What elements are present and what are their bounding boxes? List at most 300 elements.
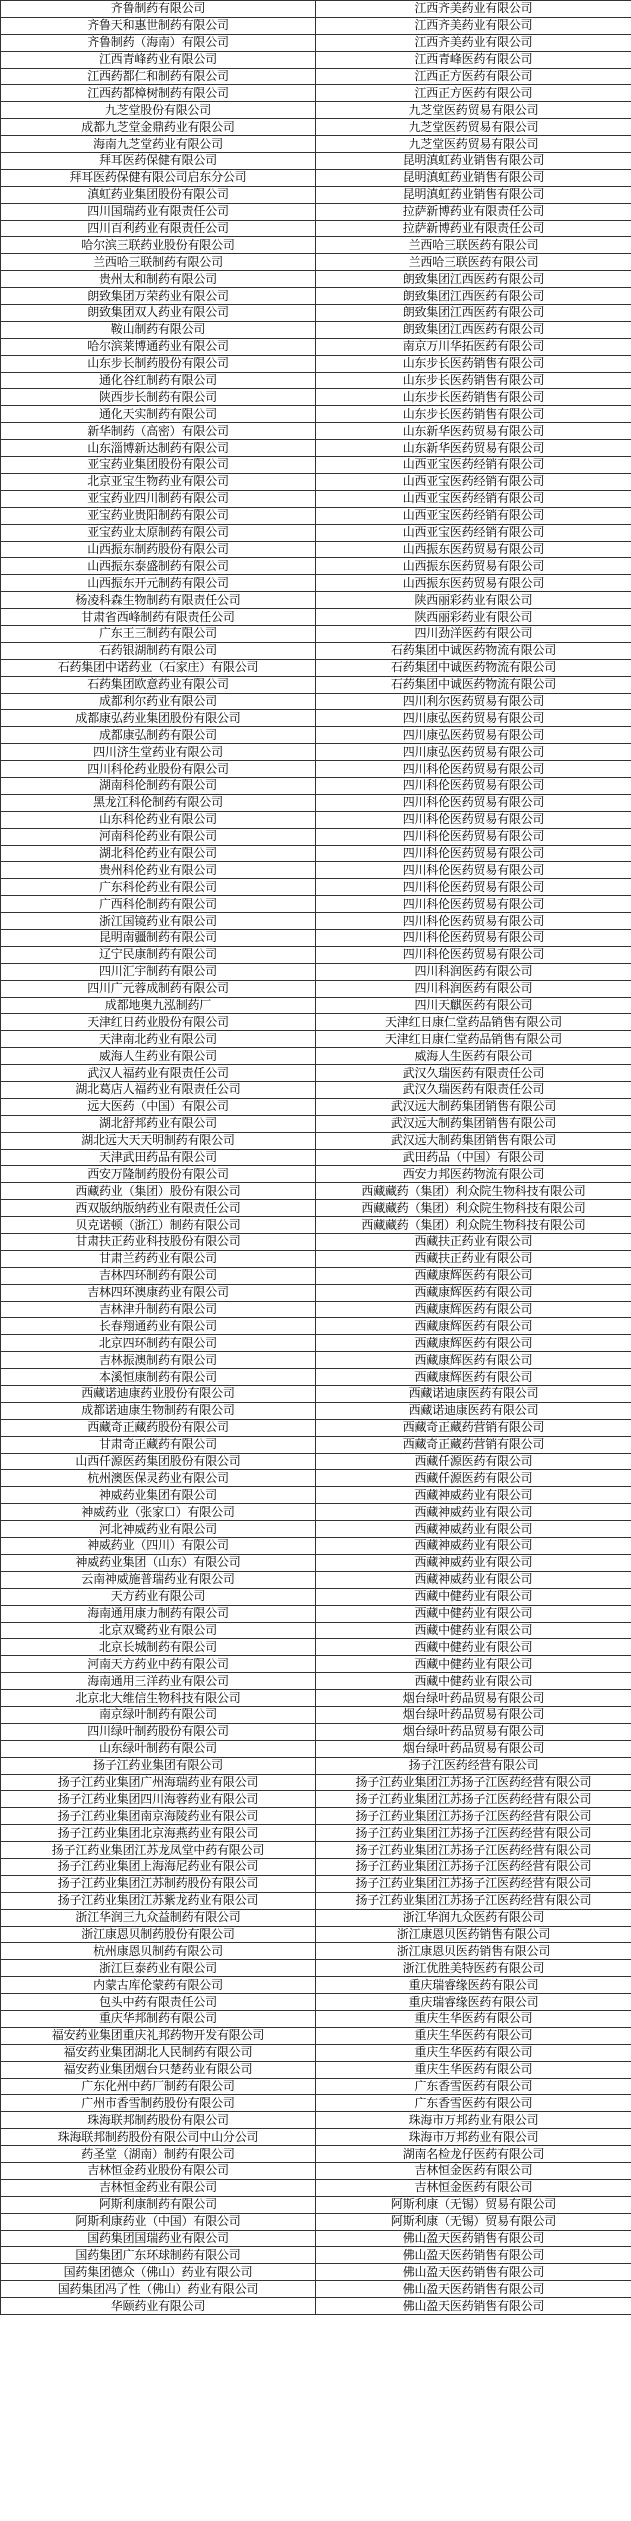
- manufacturer-cell: 天津武田药品有限公司: [1, 1149, 316, 1166]
- manufacturer-cell: 亚宝药业太原制药有限公司: [1, 524, 316, 541]
- manufacturer-cell: 神威药业（张家口）有限公司: [1, 1504, 316, 1521]
- manufacturer-cell: 四川绿叶制药股份有限公司: [1, 1723, 316, 1740]
- table-row: [1, 1436, 631, 1453]
- manufacturer-cell: 成都康弘制药有限公司: [1, 727, 316, 744]
- manufacturer-cell: 山西仟源医药集团股份有限公司: [1, 1453, 316, 1470]
- distributor-cell: 拉萨新博药业有限责任公司: [316, 220, 631, 237]
- distributor-cell: 西藏诺迪康医药有限公司: [316, 1402, 631, 1419]
- distributor-cell: 武汉远大制药集团销售有限公司: [316, 1098, 631, 1115]
- table-row: [1, 1538, 631, 1555]
- table-row: [1, 220, 631, 237]
- distributor-cell: 四川科伦医药贸易有限公司: [316, 794, 631, 811]
- manufacturer-cell: 亚宝药业集团股份有限公司: [1, 457, 316, 474]
- manufacturer-cell: 陕西步长制药有限公司: [1, 389, 316, 406]
- table-row: [1, 997, 631, 1014]
- distributor-cell: 烟台绿叶药品贸易有限公司: [316, 1690, 631, 1707]
- distributor-cell: 昆明滇虹药业销售有限公司: [316, 169, 631, 186]
- manufacturer-cell: 成都利尔药业有限公司: [1, 693, 316, 710]
- manufacturer-cell: 北京北大维信生物科技有限公司: [1, 1690, 316, 1707]
- manufacturer-cell: 天津南北药业有限公司: [1, 1031, 316, 1048]
- distributor-cell: 西藏中健药业有限公司: [316, 1588, 631, 1605]
- distributor-cell: 朗致集团江西医药有限公司: [316, 321, 631, 338]
- table-row: [1, 794, 631, 811]
- manufacturer-cell: 吉林恒金药业有限公司: [1, 2179, 316, 2196]
- manufacturer-cell: 南京绿叶制药有限公司: [1, 1706, 316, 1723]
- manufacturer-cell: 四川国瑞药业有限责任公司: [1, 203, 316, 220]
- table-row: [1, 642, 631, 659]
- manufacturer-cell: 甘肃省西峰制药有限责任公司: [1, 609, 316, 626]
- manufacturer-cell: 珠海联邦制药股份有限公司: [1, 2112, 316, 2129]
- manufacturer-cell: 山西振东泰盛制药有限公司: [1, 558, 316, 575]
- distributor-cell: 山东步长医药销售有限公司: [316, 406, 631, 423]
- distributor-cell: 西藏神威药业有限公司: [316, 1571, 631, 1588]
- distributor-cell: 广东香雪医药有限公司: [316, 2095, 631, 2112]
- table-row: [1, 1082, 631, 1099]
- manufacturer-cell: 神威药业（四川）有限公司: [1, 1538, 316, 1555]
- distributor-cell: 兰西哈三联医药有限公司: [316, 254, 631, 271]
- table-row: [1, 2179, 631, 2196]
- distributor-cell: 西安力邦医药物流有限公司: [316, 1166, 631, 1183]
- distributor-cell: 扬子江药业集团江苏扬子江医药经营有限公司: [316, 1842, 631, 1859]
- manufacturer-cell: 扬子江药业集团江苏制药股份有限公司: [1, 1875, 316, 1892]
- manufacturer-cell: 贝克诺顿（浙江）制药有限公司: [1, 1217, 316, 1234]
- table-row: [1, 980, 631, 997]
- manufacturer-cell: 成都诺迪康生物制药有限公司: [1, 1402, 316, 1419]
- manufacturer-cell: 贵州科伦药业有限公司: [1, 862, 316, 879]
- table-row: [1, 1723, 631, 1740]
- table-row: [1, 693, 631, 710]
- distributor-cell: 朗致集团江西医药有限公司: [316, 305, 631, 322]
- manufacturer-cell: 哈尔滨莱博通药业有限公司: [1, 338, 316, 355]
- table-row: [1, 1065, 631, 1082]
- distributor-cell: 佛山盈天医药销售有限公司: [316, 2264, 631, 2281]
- manufacturer-cell: 北京长城制药有限公司: [1, 1639, 316, 1656]
- distributor-cell: 西藏藏药（集团）利众院生物科技有限公司: [316, 1200, 631, 1217]
- manufacturer-cell: 朗致集团双人药业有限公司: [1, 305, 316, 322]
- table-row: [1, 1149, 631, 1166]
- manufacturer-cell: 珠海联邦制药股份有限公司中山分公司: [1, 2129, 316, 2146]
- manufacturer-cell: 昆明南疆制药有限公司: [1, 929, 316, 946]
- table-row: [1, 2264, 631, 2281]
- manufacturer-cell: 湖北远大天天明制药有限公司: [1, 1132, 316, 1149]
- distributor-cell: 西藏仟源医药有限公司: [316, 1470, 631, 1487]
- manufacturer-cell: 山东淄博新达制药有限公司: [1, 440, 316, 457]
- manufacturer-cell: 滇虹药业集团股份有限公司: [1, 186, 316, 203]
- manufacturer-cell: 重庆华邦制药有限公司: [1, 2010, 316, 2027]
- distributor-cell: 吉林恒金医药有限公司: [316, 2179, 631, 2196]
- distributor-cell: 石药集团中诚医药物流有限公司: [316, 676, 631, 693]
- manufacturer-cell: 广东化州中药厂制药有限公司: [1, 2078, 316, 2095]
- manufacturer-cell: 广东科伦药业有限公司: [1, 879, 316, 896]
- manufacturer-cell: 海南通用三洋药业有限公司: [1, 1673, 316, 1690]
- table-row: [1, 2230, 631, 2247]
- distributor-cell: 西藏中健药业有限公司: [316, 1622, 631, 1639]
- table-row: [1, 575, 631, 592]
- table-row: [1, 119, 631, 136]
- distributor-cell: 广东香雪医药有限公司: [316, 2078, 631, 2095]
- manufacturer-cell: 广东王三制药有限公司: [1, 625, 316, 642]
- manufacturer-cell: 北京四环制药有限公司: [1, 1335, 316, 1352]
- distributor-cell: 浙江康恩贝医药销售有限公司: [316, 1926, 631, 1943]
- manufacturer-cell: 黑龙江科伦制药有限公司: [1, 794, 316, 811]
- distributor-cell: 四川康弘医药贸易有限公司: [316, 744, 631, 761]
- distributor-cell: 扬子江医药经营有限公司: [316, 1757, 631, 1774]
- manufacturer-cell: 杭州康恩贝制药有限公司: [1, 1943, 316, 1960]
- manufacturer-cell: 贵州太和制药有限公司: [1, 271, 316, 288]
- table-row: [1, 1487, 631, 1504]
- table-row: [1, 777, 631, 794]
- table-row: [1, 288, 631, 305]
- manufacturer-cell: 湖北舒邦药业有限公司: [1, 1115, 316, 1132]
- distributor-cell: 四川科伦医药贸易有限公司: [316, 929, 631, 946]
- manufacturer-cell: 拜耳医药保健有限公司启东分公司: [1, 169, 316, 186]
- distributor-cell: 扬子江药业集团江苏扬子江医药经营有限公司: [316, 1808, 631, 1825]
- distributor-cell: 西藏康辉医药有限公司: [316, 1318, 631, 1335]
- table-row: [1, 2247, 631, 2264]
- table-row: [1, 1284, 631, 1301]
- table-row: [1, 2298, 631, 2315]
- manufacturer-cell: 阿斯利康药业（中国）有限公司: [1, 2213, 316, 2230]
- table-row: [1, 2281, 631, 2298]
- distributor-cell: 西藏康辉医药有限公司: [316, 1284, 631, 1301]
- manufacturer-cell: 扬子江药业集团南京海陵药业有限公司: [1, 1808, 316, 1825]
- table-row: [1, 744, 631, 761]
- table-body: [1, 1, 631, 2315]
- table-row: [1, 1875, 631, 1892]
- distributor-cell: 四川科伦医药贸易有限公司: [316, 946, 631, 963]
- manufacturer-cell: 北京双鹭药业有限公司: [1, 1622, 316, 1639]
- distributor-cell: 天津红日康仁堂药品销售有限公司: [316, 1014, 631, 1031]
- manufacturer-cell: 远大医药（中国）有限公司: [1, 1098, 316, 1115]
- distributor-cell: 湖南名检龙仔医药有限公司: [316, 2146, 631, 2163]
- table-row: [1, 727, 631, 744]
- distributor-cell: 山西亚宝医药经销有限公司: [316, 457, 631, 474]
- table-row: [1, 254, 631, 271]
- manufacturer-cell: 江西青峰药业有限公司: [1, 51, 316, 68]
- distributor-cell: 武汉远大制药集团销售有限公司: [316, 1132, 631, 1149]
- distributor-cell: 重庆生华医药有限公司: [316, 2061, 631, 2078]
- manufacturer-cell: 山东科伦药业有限公司: [1, 811, 316, 828]
- manufacturer-cell: 本溪恒康制药有限公司: [1, 1369, 316, 1386]
- distributor-cell: 浙江优胜美特医药有限公司: [316, 1960, 631, 1977]
- table-row: [1, 1706, 631, 1723]
- table-row: [1, 1571, 631, 1588]
- distributor-cell: 九芝堂医药贸易有限公司: [316, 136, 631, 153]
- distributor-cell: 重庆瑞睿缘医药有限公司: [316, 1977, 631, 1994]
- manufacturer-cell: 云南神威施普瑞药业有限公司: [1, 1571, 316, 1588]
- distributor-cell: 西藏藏药（集团）利众院生物科技有限公司: [316, 1217, 631, 1234]
- distributor-cell: 阿斯利康（无锡）贸易有限公司: [316, 2196, 631, 2213]
- distributor-cell: 四川康弘医药贸易有限公司: [316, 710, 631, 727]
- manufacturer-cell: 长春翔通药业有限公司: [1, 1318, 316, 1335]
- table-row: [1, 1419, 631, 1436]
- table-row: [1, 2146, 631, 2163]
- distributor-cell: 重庆生华医药有限公司: [316, 2027, 631, 2044]
- manufacturer-cell: 哈尔滨三联药业股份有限公司: [1, 237, 316, 254]
- table-row: [1, 913, 631, 930]
- table-row: [1, 1808, 631, 1825]
- distributor-cell: 山东步长医药销售有限公司: [316, 355, 631, 372]
- distributor-cell: 西藏扶正药业有限公司: [316, 1234, 631, 1251]
- manufacturer-cell: 湖南科伦制药有限公司: [1, 777, 316, 794]
- distributor-cell: 西藏康辉医药有限公司: [316, 1352, 631, 1369]
- distributor-cell: 山西亚宝医药经销有限公司: [316, 473, 631, 490]
- table-row: [1, 524, 631, 541]
- manufacturer-cell: 湖北科伦药业有限公司: [1, 845, 316, 862]
- table-row: [1, 1453, 631, 1470]
- distributor-cell: 山西亚宝医药经销有限公司: [316, 490, 631, 507]
- table-row: [1, 338, 631, 355]
- table-row: [1, 811, 631, 828]
- manufacturer-cell: 江西药都仁和制药有限公司: [1, 68, 316, 85]
- table-row: [1, 1622, 631, 1639]
- distributor-cell: 四川科润医药有限公司: [316, 980, 631, 997]
- distributor-cell: 四川康弘医药贸易有限公司: [316, 727, 631, 744]
- table-row: [1, 1858, 631, 1875]
- manufacturer-cell: 河南天方药业中药有限公司: [1, 1656, 316, 1673]
- distributor-cell: 西藏奇正藏药营销有限公司: [316, 1419, 631, 1436]
- distributor-cell: 扬子江药业集团江苏扬子江医药经营有限公司: [316, 1858, 631, 1875]
- manufacturer-cell: 广州市香雪制药股份有限公司: [1, 2095, 316, 2112]
- distributor-cell: 西藏藏药（集团）利众院生物科技有限公司: [316, 1183, 631, 1200]
- distributor-cell: 陕西丽彩药业有限公司: [316, 609, 631, 626]
- table-row: [1, 659, 631, 676]
- manufacturer-cell: 石药集团中诺药业（石家庄）有限公司: [1, 659, 316, 676]
- table-row: [1, 1740, 631, 1757]
- table-row: [1, 710, 631, 727]
- table-row: [1, 1048, 631, 1065]
- distributor-cell: 山东新华医药贸易有限公司: [316, 423, 631, 440]
- manufacturer-cell: 新华制药（高密）有限公司: [1, 423, 316, 440]
- manufacturer-cell: 通化天实制药有限公司: [1, 406, 316, 423]
- table-row: [1, 1504, 631, 1521]
- manufacturer-cell: 西藏药业（集团）股份有限公司: [1, 1183, 316, 1200]
- distributor-cell: 拉萨新博药业有限责任公司: [316, 203, 631, 220]
- distributor-cell: 山西振东医药贸易有限公司: [316, 541, 631, 558]
- table-row: [1, 1994, 631, 2011]
- distributor-cell: 江西齐美药业有限公司: [316, 34, 631, 51]
- distributor-cell: 山东步长医药销售有限公司: [316, 389, 631, 406]
- distributor-cell: 浙江华润九众医药有限公司: [316, 1909, 631, 1926]
- manufacturer-cell: 威海人生药业有限公司: [1, 1048, 316, 1065]
- manufacturer-cell: 齐鲁制药（海南）有限公司: [1, 34, 316, 51]
- table-row: [1, 1386, 631, 1403]
- table-row: [1, 1825, 631, 1842]
- table-row: [1, 102, 631, 119]
- distributor-cell: 南京万川华拓医药有限公司: [316, 338, 631, 355]
- table-row: [1, 1301, 631, 1318]
- distributor-cell: 西藏中健药业有限公司: [316, 1639, 631, 1656]
- distributor-cell: 西藏中健药业有限公司: [316, 1673, 631, 1690]
- distributor-cell: 烟台绿叶药品贸易有限公司: [316, 1706, 631, 1723]
- table-row: [1, 1470, 631, 1487]
- distributor-cell: 扬子江药业集团江苏扬子江医药经营有限公司: [316, 1774, 631, 1791]
- table-row: [1, 1098, 631, 1115]
- manufacturer-cell: 吉林津升制药有限公司: [1, 1301, 316, 1318]
- manufacturer-cell: 扬子江药业集团江苏龙凤堂中药有限公司: [1, 1842, 316, 1859]
- manufacturer-cell: 西安万隆制药股份有限公司: [1, 1166, 316, 1183]
- manufacturer-cell: 亚宝药业贵阳制药有限公司: [1, 507, 316, 524]
- manufacturer-cell: 四川百利药业有限责任公司: [1, 220, 316, 237]
- distributor-cell: 西藏中健药业有限公司: [316, 1656, 631, 1673]
- distributor-cell: 浙江康恩贝医药销售有限公司: [316, 1943, 631, 1960]
- table-row: [1, 237, 631, 254]
- table-row: [1, 440, 631, 457]
- table-row: [1, 1690, 631, 1707]
- distributor-cell: 武汉久瑞医药有限责任公司: [316, 1065, 631, 1082]
- table-row: [1, 609, 631, 626]
- distributor-cell: 西藏神威药业有限公司: [316, 1487, 631, 1504]
- manufacturer-cell: 四川济生堂药业有限公司: [1, 744, 316, 761]
- table-row: [1, 34, 631, 51]
- distributor-cell: 四川天麒医药有限公司: [316, 997, 631, 1014]
- manufacturer-cell: 西藏奇正藏药股份有限公司: [1, 1419, 316, 1436]
- table-row: [1, 423, 631, 440]
- distributor-cell: 西藏康辉医药有限公司: [316, 1335, 631, 1352]
- table-row: [1, 1031, 631, 1048]
- distributor-cell: 佛山盈天医药销售有限公司: [316, 2230, 631, 2247]
- manufacturer-cell: 四川广元蓉成制药有限公司: [1, 980, 316, 997]
- manufacturer-cell: 阿斯利康制药有限公司: [1, 2196, 316, 2213]
- distributor-cell: 扬子江药业集团江苏扬子江医药经营有限公司: [316, 1875, 631, 1892]
- table-row: [1, 2163, 631, 2180]
- manufacturer-cell: 武汉人福药业有限责任公司: [1, 1065, 316, 1082]
- manufacturer-cell: 国药集团德众（佛山）药业有限公司: [1, 2264, 316, 2281]
- distributor-cell: 阿斯利康（无锡）贸易有限公司: [316, 2213, 631, 2230]
- table-row: [1, 1132, 631, 1149]
- table-row: [1, 1774, 631, 1791]
- distributor-cell: 西藏康辉医药有限公司: [316, 1369, 631, 1386]
- distributor-cell: 石药集团中诚医药物流有限公司: [316, 659, 631, 676]
- table-row: [1, 490, 631, 507]
- manufacturer-cell: 山西振东制药股份有限公司: [1, 541, 316, 558]
- table-row: [1, 2061, 631, 2078]
- distributor-cell: 武汉久瑞医药有限责任公司: [316, 1082, 631, 1099]
- manufacturer-cell: 海南九芝堂药业有限公司: [1, 136, 316, 153]
- manufacturer-cell: 包头中药有限责任公司: [1, 1994, 316, 2011]
- manufacturer-cell: 浙江国镜药业有限公司: [1, 913, 316, 930]
- distributor-cell: 四川科伦医药贸易有限公司: [316, 811, 631, 828]
- table-row: [1, 592, 631, 609]
- manufacturer-cell: 石药集团欧意药业有限公司: [1, 676, 316, 693]
- manufacturer-cell: 九芝堂股份有限公司: [1, 102, 316, 119]
- manufacturer-cell: 亚宝药业四川制药有限公司: [1, 490, 316, 507]
- table-row: [1, 1639, 631, 1656]
- table-row: [1, 1183, 631, 1200]
- manufacturer-cell: 甘肃扶正药业科技股份有限公司: [1, 1234, 316, 1251]
- distributor-cell: 佛山盈天医药销售有限公司: [316, 2281, 631, 2298]
- table-row: [1, 1, 631, 18]
- table-row: [1, 51, 631, 68]
- distributor-cell: 重庆生华医药有限公司: [316, 2044, 631, 2061]
- manufacturer-cell: 华颐药业有限公司: [1, 2298, 316, 2315]
- table-row: [1, 1014, 631, 1031]
- manufacturer-cell: 吉林振澳制药有限公司: [1, 1352, 316, 1369]
- distributor-cell: 山东新华医药贸易有限公司: [316, 440, 631, 457]
- table-row: [1, 862, 631, 879]
- table-row: [1, 372, 631, 389]
- distributor-cell: 山西振东医药贸易有限公司: [316, 575, 631, 592]
- distributor-cell: 四川科伦医药贸易有限公司: [316, 845, 631, 862]
- table-row: [1, 1977, 631, 1994]
- table-row: [1, 879, 631, 896]
- distributor-cell: 重庆瑞睿缘医药有限公司: [316, 1994, 631, 2011]
- table-row: [1, 186, 631, 203]
- distributor-cell: 西藏扶正药业有限公司: [316, 1250, 631, 1267]
- table-row: [1, 828, 631, 845]
- table-row: [1, 1521, 631, 1538]
- manufacturer-cell: 扬子江药业集团广州海瑞药业有限公司: [1, 1774, 316, 1791]
- manufacturer-cell: 湖北葛店人福药业有限责任公司: [1, 1082, 316, 1099]
- manufacturer-cell: 福安药业集团重庆礼邦药物开发有限公司: [1, 2027, 316, 2044]
- table-row: [1, 305, 631, 322]
- distributor-cell: 昆明滇虹药业销售有限公司: [316, 186, 631, 203]
- table-row: [1, 1250, 631, 1267]
- manufacturer-cell: 扬子江药业集团江苏紫龙药业有限公司: [1, 1892, 316, 1909]
- manufacturer-cell: 福安药业集团烟台只楚药业有限公司: [1, 2061, 316, 2078]
- manufacturer-cell: 杭州澳医保灵药业有限公司: [1, 1470, 316, 1487]
- manufacturer-cell: 扬子江药业集团有限公司: [1, 1757, 316, 1774]
- manufacturer-cell: 吉林四环制药有限公司: [1, 1267, 316, 1284]
- manufacturer-cell: 山东绿叶制药有限公司: [1, 1740, 316, 1757]
- manufacturer-cell: 扬子江药业集团上海海尼药业有限公司: [1, 1858, 316, 1875]
- distributor-cell: 四川科伦医药贸易有限公司: [316, 913, 631, 930]
- distributor-cell: 佛山盈天医药销售有限公司: [316, 2298, 631, 2315]
- distributor-cell: 西藏神威药业有限公司: [316, 1554, 631, 1571]
- table-row: [1, 1605, 631, 1622]
- table-row: [1, 85, 631, 102]
- manufacturer-cell: 四川汇宇制药有限公司: [1, 963, 316, 980]
- manufacturer-cell: 杨凌科森生物制药有限责任公司: [1, 592, 316, 609]
- manufacturer-cell: 四川科伦药业股份有限公司: [1, 761, 316, 778]
- distributor-cell: 九芝堂医药贸易有限公司: [316, 119, 631, 136]
- table-row: [1, 1909, 631, 1926]
- manufacturer-cell: 海南通用康力制药有限公司: [1, 1605, 316, 1622]
- distributor-cell: 陕西丽彩药业有限公司: [316, 592, 631, 609]
- table-row: [1, 2196, 631, 2213]
- table-row: [1, 1673, 631, 1690]
- manufacturer-cell: 甘肃奇正藏药有限公司: [1, 1436, 316, 1453]
- manufacturer-cell: 兰西哈三联制药有限公司: [1, 254, 316, 271]
- table-row: [1, 355, 631, 372]
- table-row: [1, 406, 631, 423]
- distributor-cell: 四川科伦医药贸易有限公司: [316, 879, 631, 896]
- distributor-cell: 佛山盈天医药销售有限公司: [316, 2247, 631, 2264]
- table-row: [1, 1757, 631, 1774]
- table-row: [1, 1115, 631, 1132]
- distributor-cell: 烟台绿叶药品贸易有限公司: [316, 1723, 631, 1740]
- distributor-cell: 扬子江药业集团江苏扬子江医药经营有限公司: [316, 1825, 631, 1842]
- manufacturer-cell: 国药集团广东环球制药有限公司: [1, 2247, 316, 2264]
- table-row: [1, 761, 631, 778]
- table-row: [1, 389, 631, 406]
- manufacturer-cell: 河南科伦药业有限公司: [1, 828, 316, 845]
- distributor-cell: 石药集团中诚医药物流有限公司: [316, 642, 631, 659]
- table-row: [1, 457, 631, 474]
- manufacturer-cell: 内蒙古库伦蒙药有限公司: [1, 1977, 316, 1994]
- table-row: [1, 1352, 631, 1369]
- manufacturer-cell: 成都地奥九泓制药厂: [1, 997, 316, 1014]
- distributor-cell: 四川科伦医药贸易有限公司: [316, 896, 631, 913]
- distributor-cell: 四川科伦医药贸易有限公司: [316, 828, 631, 845]
- manufacturer-cell: 河北神威药业有限公司: [1, 1521, 316, 1538]
- manufacturer-cell: 吉林恒金药业股份有限公司: [1, 2163, 316, 2180]
- distributor-cell: 武田药品（中国）有限公司: [316, 1149, 631, 1166]
- distributor-cell: 珠海市万邦药业有限公司: [316, 2112, 631, 2129]
- distributor-cell: 武汉远大制药集团销售有限公司: [316, 1115, 631, 1132]
- table-row: [1, 1960, 631, 1977]
- manufacturer-cell: 扬子江药业集团四川海蓉药业有限公司: [1, 1791, 316, 1808]
